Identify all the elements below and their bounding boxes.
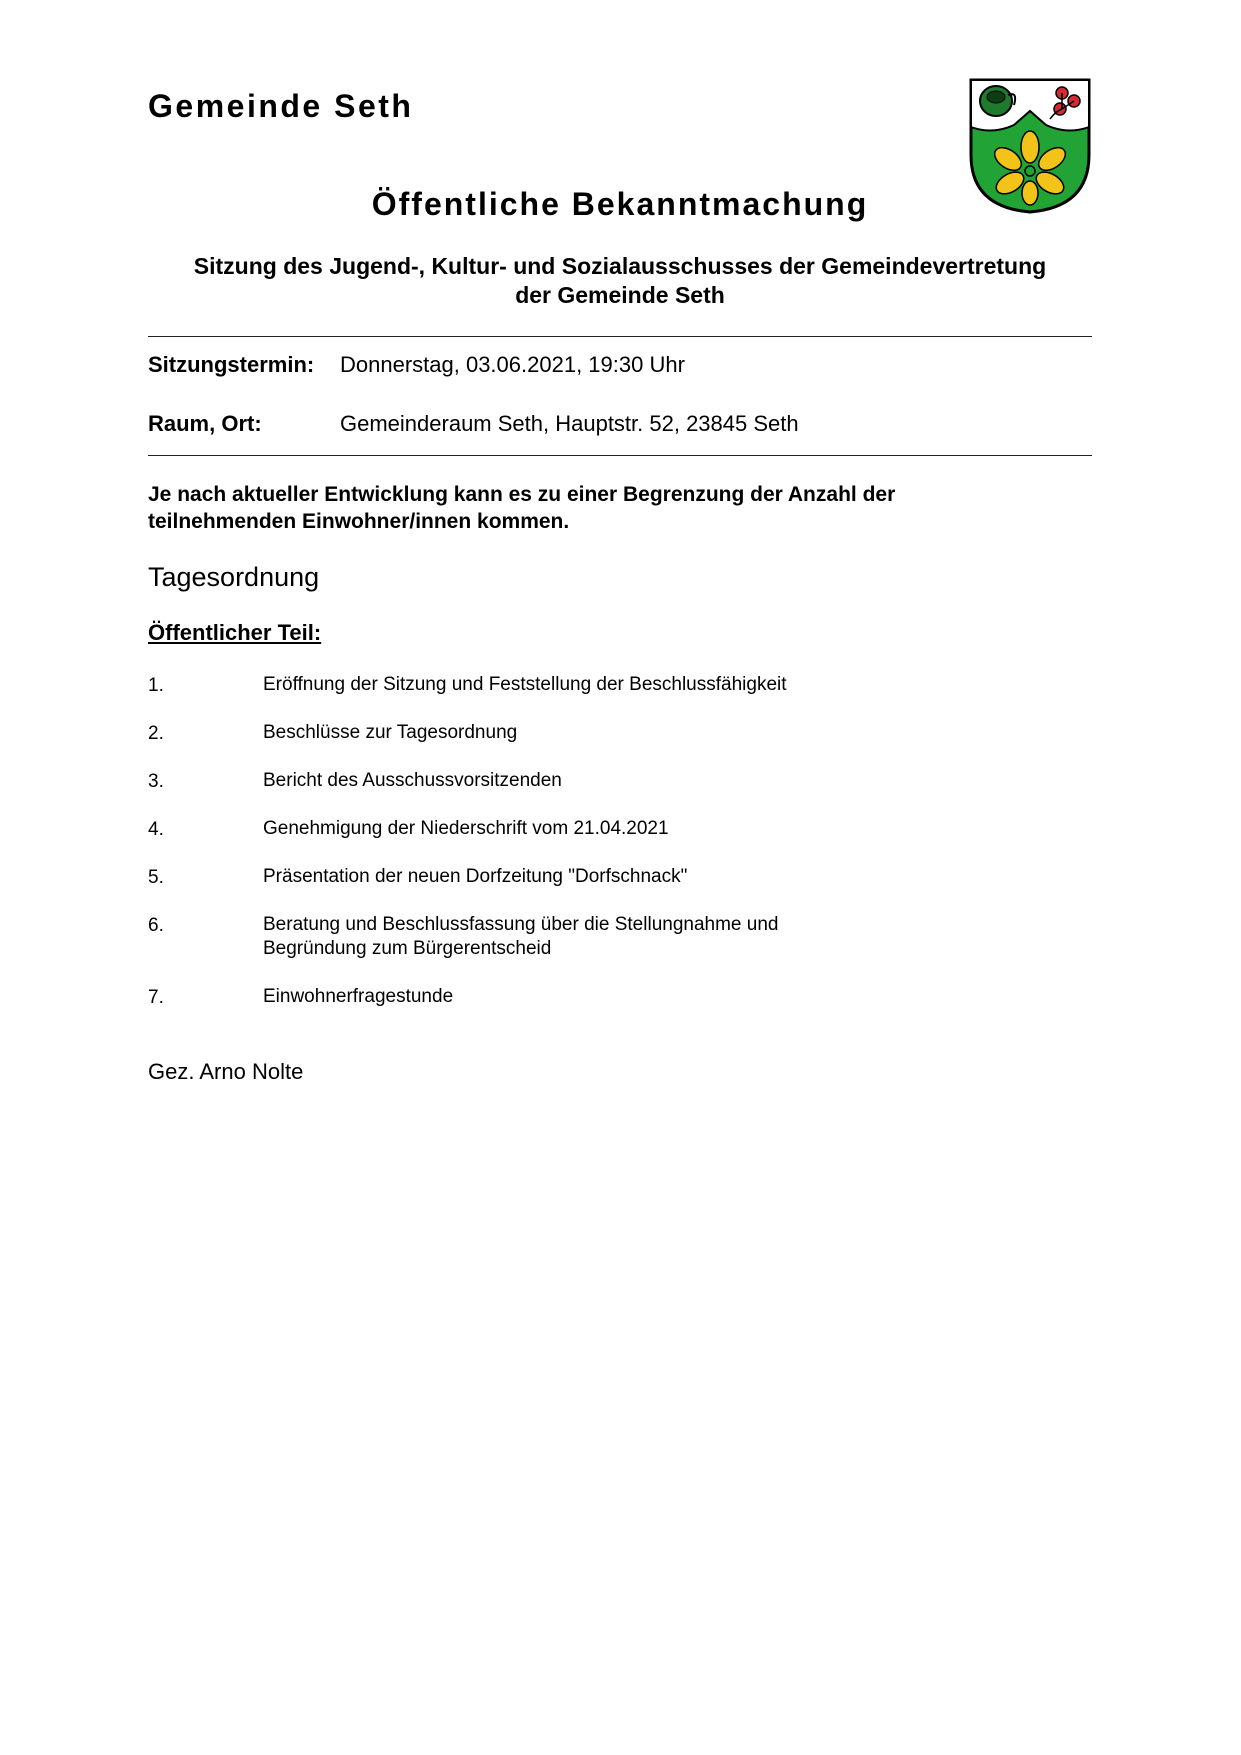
agenda-item-number: 5. (148, 867, 164, 888)
divider-bottom (148, 455, 1092, 456)
section-title: Öffentlicher Teil: (148, 620, 322, 645)
agenda-title: Tagesordnung (148, 562, 320, 592)
notice-line: teilnehmenden Einwohner/innen kommen. (148, 510, 570, 533)
agenda-item-number: 7. (148, 987, 164, 1008)
notice-line: Je nach aktueller Entwicklung kann es zu einer Begrenzung der Anzahl der (148, 483, 896, 506)
subtitle-line: Sitzung des Jugend-, Kultur- und Sozialausschusses der Gemeindevertretung (193, 253, 1047, 279)
agenda-item-text: Eröffnung der Sitzung und Feststellung der Beschlussfähigkeit (263, 674, 787, 695)
attendance-notice (148, 481, 1008, 535)
agenda-item-text: Einwohnerfragestunde (263, 986, 454, 1007)
agenda-item-number: 4. (148, 819, 164, 840)
agenda-item-text (263, 913, 963, 961)
agenda-item-text: Beschlüsse zur Tagesordnung (263, 722, 518, 743)
subtitle (148, 252, 1092, 310)
place-value: Gemeinderaum Seth, Hauptstr. 52, 23845 Seth (340, 411, 799, 436)
place-label: Raum, Ort: (148, 411, 262, 436)
agenda-item-text: Präsentation der neuen Dorfzeitung "Dorfschnack" (263, 866, 688, 887)
agenda-item-line: Begründung zum Bürgerentscheid (263, 938, 552, 959)
agenda-item-number: 3. (148, 771, 164, 792)
document-title: Öffentliche Bekanntmachung (371, 186, 869, 222)
date-value: Donnerstag, 03.06.2021, 19:30 Uhr (340, 352, 685, 377)
agenda-item-text: Genehmigung der Niederschrift vom 21.04.2021 (263, 818, 669, 839)
agenda-item-number: 1. (148, 675, 164, 696)
date-label: Sitzungstermin: (148, 352, 315, 377)
agenda-item-number: 6. (148, 915, 164, 936)
agenda-item-line: Beratung und Beschlussfassung über die Stellungnahme und (263, 914, 779, 935)
signature: Gez. Arno Nolte (148, 1059, 304, 1084)
subtitle-line: der Gemeinde Seth (515, 282, 725, 308)
municipality-name: Gemeinde Seth (148, 88, 414, 124)
agenda-item-number: 2. (148, 723, 164, 744)
agenda-item-text: Bericht des Ausschussvorsitzenden (263, 770, 562, 791)
divider-top (148, 336, 1092, 337)
